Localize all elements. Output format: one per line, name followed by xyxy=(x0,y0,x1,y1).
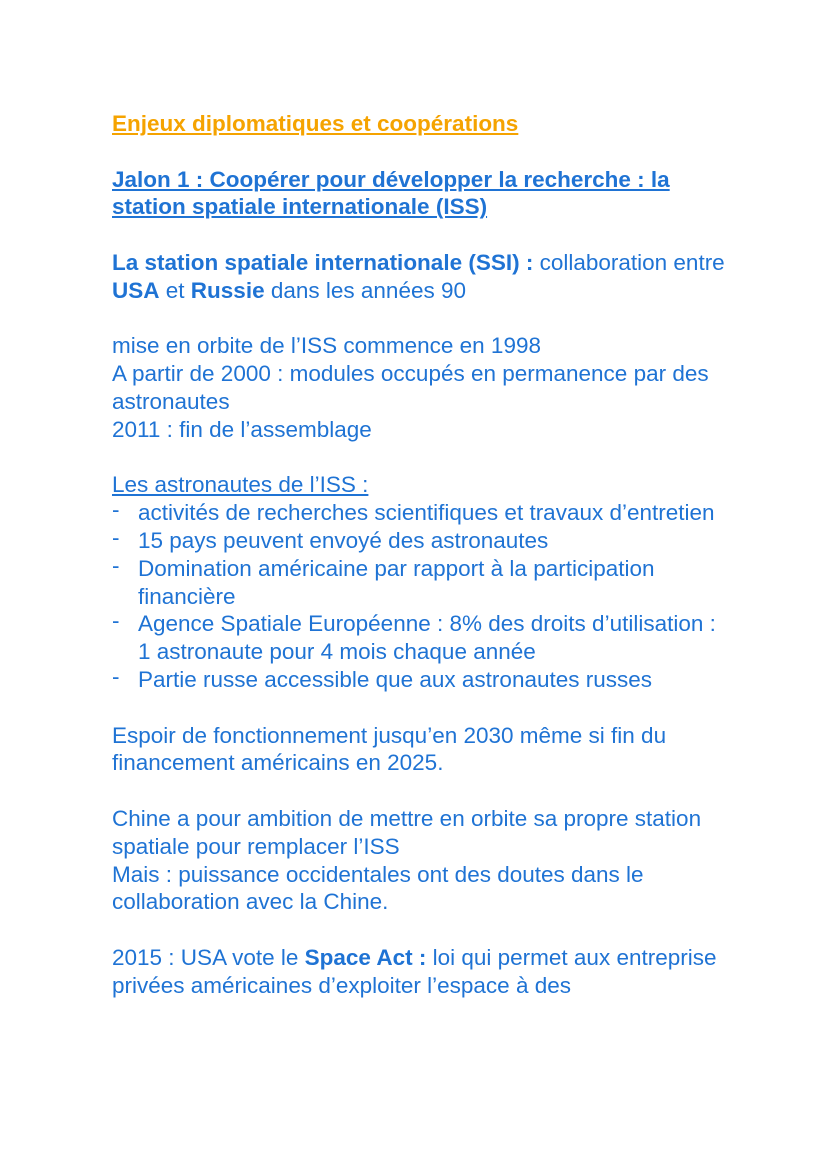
list-item-text: activités de recherches scientifiques et travaux d’entretien xyxy=(138,500,715,526)
ssi-paragraph xyxy=(112,249,732,305)
espoir-paragraph: Espoir de fonctionnement jusqu’en 2030 même si fin du financement américains en 2025. xyxy=(112,722,667,776)
list-item-text: 15 pays peuvent envoyé des astronautes xyxy=(138,527,549,553)
list-item-text: Partie russe accessible que aux astronautes russes xyxy=(138,666,653,692)
astronauts-list xyxy=(112,499,732,694)
list-item-text: Agence Spatiale Européenne : 8% des droits d’utilisation : 1 astronaute pour 4 mois chaque année xyxy=(138,611,716,665)
ssi-text-2: et xyxy=(159,277,191,303)
chine-paragraph-2: Mais : puissance occidentales ont des doutes dans le collaboration avec la Chine. xyxy=(112,861,644,915)
astronauts-heading: Les astronautes de l’ISS : xyxy=(112,472,369,498)
jalon-heading: Jalon 1 : Coopérer pour développer la recherche : la station spatiale internationale (ISS) xyxy=(112,166,670,220)
timeline-line-3: 2011 : fin de l’assemblage xyxy=(112,416,372,442)
russie-term: Russie xyxy=(190,277,265,303)
list-item xyxy=(112,524,732,555)
list-item xyxy=(112,552,732,611)
list-item xyxy=(112,663,732,694)
usa-term: USA xyxy=(112,277,160,303)
ssi-text-3: dans les années 90 xyxy=(264,277,466,303)
space-act-paragraph xyxy=(112,944,732,1000)
section-title: Enjeux diplomatiques et coopérations xyxy=(112,111,519,136)
document-content xyxy=(112,110,732,1000)
dash-bullet: - xyxy=(112,552,120,578)
list-item xyxy=(112,610,732,666)
chine-paragraph-1: Chine a pour ambition de mettre en orbite sa propre station spatiale pour remplacer l’ISS xyxy=(112,805,702,859)
dash-bullet: - xyxy=(112,608,120,634)
dash-bullet: - xyxy=(112,663,120,689)
list-item-text: Domination américaine par rapport à la participation financière xyxy=(138,555,655,609)
ssi-term: La station spatiale internationale (SSI) : xyxy=(112,249,534,275)
space-act-term: Space Act : xyxy=(304,944,427,970)
ssi-text-1: collaboration entre xyxy=(533,249,725,275)
dash-bullet: - xyxy=(112,524,120,550)
dash-bullet: - xyxy=(112,497,120,523)
timeline-line-1: mise en orbite de l’ISS commence en 1998 xyxy=(112,333,541,359)
timeline-line-2: A partir de 2000 : modules occupés en permanence par des astronautes xyxy=(112,361,709,414)
space-act-text-1: 2015 : USA vote le xyxy=(112,944,305,970)
space-act-text-2: loi qui permet aux entreprise privées américaines d’exploiter l’espace à des xyxy=(112,944,717,998)
list-item xyxy=(112,499,732,527)
